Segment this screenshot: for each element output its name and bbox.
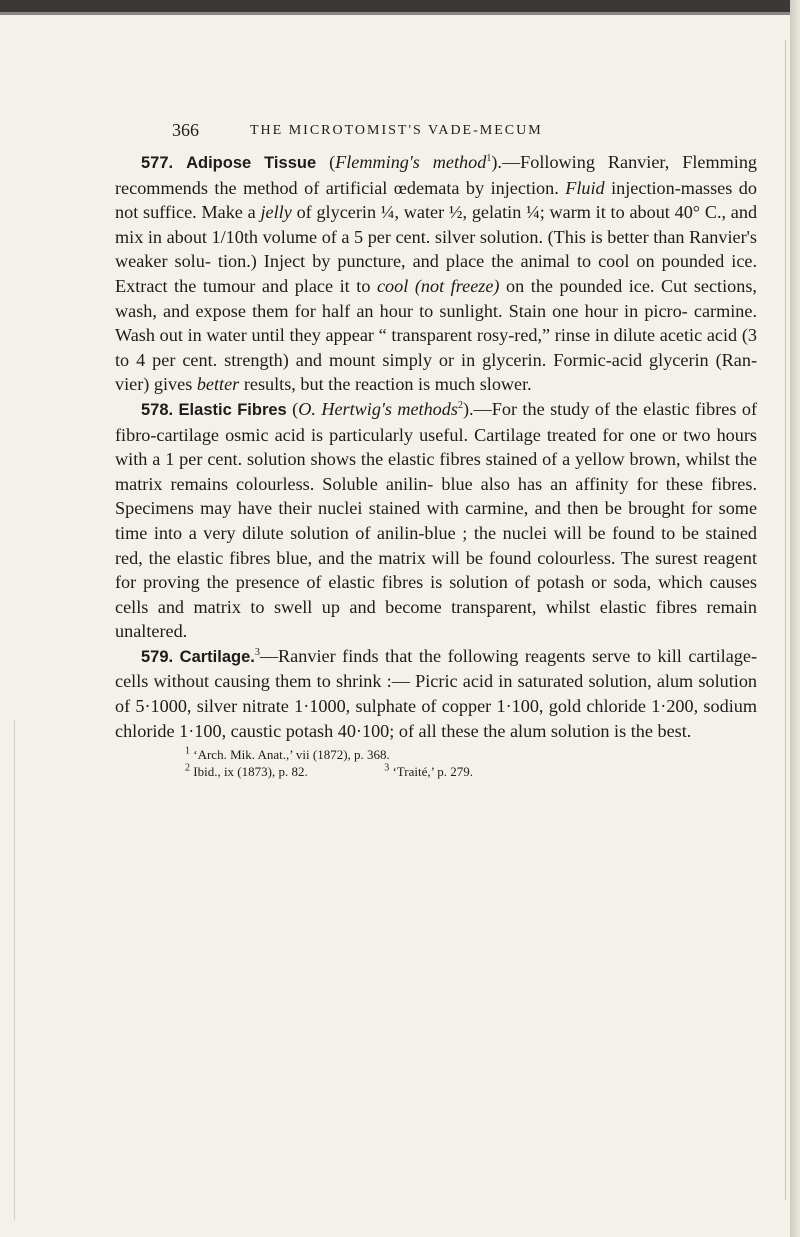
- footnote-text: Ibid., ix (1873), p. 82.: [193, 764, 308, 780]
- italic-term: freeze): [450, 275, 500, 296]
- text-line: cent. solution shows the elastic fibres stained of a yellow: [207, 449, 625, 470]
- paren: ).—: [462, 398, 492, 419]
- section-attribution: O. Hertwig's methods: [298, 398, 458, 419]
- text-line: serve to kill cartilage-cells without causing them to shrink :—: [115, 645, 757, 692]
- text-line: brown, whilst the matrix remains colourless. Soluble anilin-: [115, 449, 758, 494]
- text-line: For the study: [491, 398, 590, 419]
- section-578: [115, 397, 757, 644]
- text-line: silver nitrate 1·1000, sulphate of copper 1·100, gold chloride: [196, 696, 646, 717]
- section-heading: Elastic Fibres: [178, 400, 287, 419]
- text-line: pounded ice. Extract the tumour and place it to: [115, 251, 758, 296]
- page-top-border: [0, 0, 800, 12]
- text-line: rosy-red,” rinse in dilute acetic acid (3 to 4 per cent. strength): [115, 325, 757, 370]
- footnote-mark: 3: [384, 762, 390, 774]
- section-heading: Adipose Tissue: [186, 154, 317, 172]
- text-line: Picric acid in saturated solution, alum solution of 5·1000,: [115, 671, 758, 717]
- text-line: vier) gives: [115, 374, 193, 395]
- page-left-crease: [14, 720, 15, 1220]
- text-line: blue also has an affinity for these fibres. Specimens may: [115, 473, 758, 519]
- footnotes: [115, 746, 757, 780]
- text-line: Following: [520, 152, 595, 172]
- footnote-mark: 2: [185, 762, 190, 774]
- running-header: [0, 120, 780, 146]
- italic-term: better: [196, 374, 240, 395]
- running-head-title: THE MICROTOMIST'S VADE-MECUM: [250, 123, 543, 138]
- text-line: them for half an hour to sunlight. Stain one hour in picro-: [252, 300, 688, 321]
- section-number: 579.: [141, 647, 174, 666]
- text-line: silver solution. (This is better than Ranvier's weaker solu-: [115, 226, 757, 272]
- italic-term: jelly: [260, 202, 292, 223]
- text-line: and the matrix will be found colourless. The surest reagent: [318, 547, 757, 568]
- footnote-text: ‘Arch. Mik. Anat.,’ vii (1872), p. 368.: [193, 747, 390, 763]
- page-top-border-shadow: [0, 12, 790, 15]
- footnote-ref: 2: [457, 399, 463, 411]
- footnote-2-3: [115, 763, 757, 780]
- section-number: 578.: [141, 400, 174, 419]
- italic-term: Fluid: [565, 177, 605, 198]
- text-line: for some time into a very dilute solution of anilin-blue ; the: [115, 498, 758, 543]
- paren: (: [292, 398, 299, 419]
- footnote-1: [115, 746, 757, 763]
- page-edge-line: [785, 40, 786, 1200]
- text-line: of the elastic fibres of fibro-cartilage osmic acid is particularly: [115, 398, 757, 445]
- footnote-ref: 3: [254, 646, 260, 658]
- text-line: nuclei will be found to be stained red, the elastic fibres blue,: [115, 522, 757, 568]
- text-line: of glycerin ¼, water ½, gelatin ¼; warm it to: [296, 202, 625, 223]
- page-number: 366: [172, 120, 199, 140]
- text-line: and mount simply or in glycerin. Formic-acid glycerin (Ran-: [295, 349, 758, 370]
- italic-term: cool (not: [376, 275, 445, 296]
- page-right-edge: [790, 0, 800, 1237]
- footnote-ref: 1: [486, 152, 492, 164]
- paren: (: [329, 152, 336, 172]
- text-line: —Ranvier finds that the following reagents: [259, 645, 586, 666]
- text-line: tion.) Inject by puncture, and place the animal to cool on: [217, 251, 655, 272]
- text-line: injection-masses do not suffice.: [115, 177, 757, 223]
- text-line: Ranvier, Flemming recommends the method of artificial: [115, 152, 758, 198]
- text-line: 1·200, sodium chloride 1·100, caustic potash 40·100; of all: [115, 696, 757, 741]
- text-line: Make a: [201, 202, 256, 223]
- text-line: on the pounded ice. Cut sections, wash, and expose: [115, 275, 757, 321]
- text-line: carmine. Wash out in water until they appear “ transparent: [115, 300, 758, 346]
- footnote-text: ‘Traité,’ p. 279.: [392, 764, 473, 780]
- section-heading: Cartilage.: [179, 647, 255, 666]
- section-579: [115, 644, 757, 743]
- section-attribution: Flemming's method: [335, 152, 487, 172]
- text-line: for proving the presence of elastic fibres is solution of potash: [115, 572, 585, 593]
- page-body: [115, 150, 757, 780]
- text-line: transparent, whilst elastic fibres remain unaltered.: [115, 596, 758, 642]
- text-line: or soda, which causes cells and matrix to swell up and become: [115, 572, 758, 617]
- text-line: useful. Cartilage treated for one or two hours with a 1 per: [115, 424, 757, 470]
- text-line: these the alum solution is the best.: [441, 720, 692, 741]
- text-line: œdemata by injection.: [393, 177, 559, 198]
- text-line: have their nuclei stained with carmine, and then be brought: [237, 498, 685, 519]
- section-number: 577.: [141, 154, 174, 172]
- text-line: results, but the reaction is much slower.: [243, 374, 532, 395]
- text-line: about 40° C., and mix in about 1/10th volume of a 5 per cent.: [115, 202, 758, 247]
- paren: ).—: [491, 152, 521, 172]
- footnote-mark: 1: [185, 745, 190, 757]
- section-577: [115, 150, 757, 397]
